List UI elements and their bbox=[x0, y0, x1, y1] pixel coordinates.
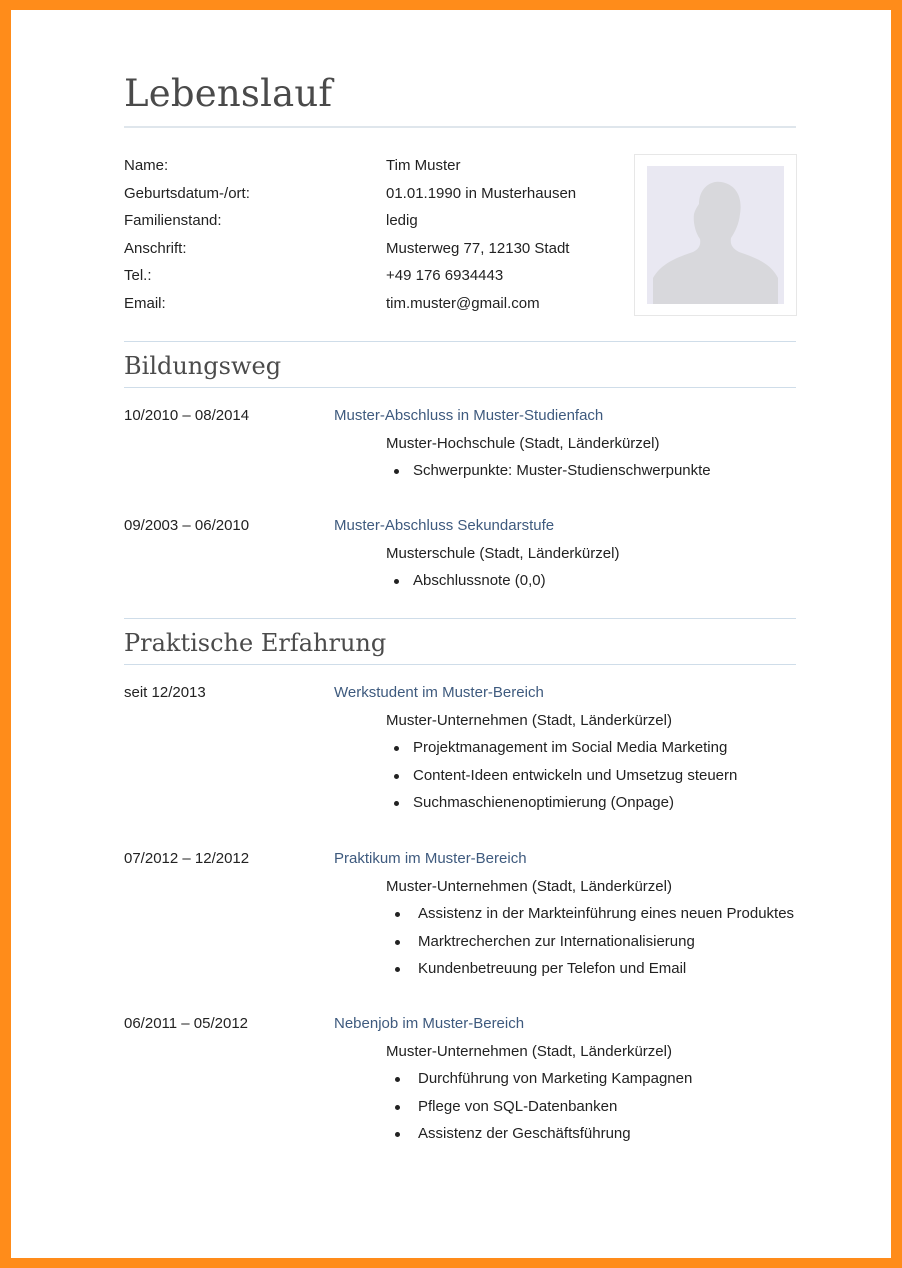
list-item-text: Durchführung von Marketing Kampagnen bbox=[418, 1070, 693, 1087]
entry-title: Praktikum im Muster-Bereich bbox=[334, 850, 527, 867]
info-row-address bbox=[124, 240, 604, 268]
list-item-text: Pflege von SQL-Datenbanken bbox=[418, 1097, 618, 1115]
list-item-text: Abschlussnote (0,0) bbox=[413, 572, 546, 589]
entry-date: 10/2010 – 08/2014 bbox=[124, 407, 250, 424]
section-divider bbox=[124, 664, 796, 665]
info-row-email bbox=[124, 295, 604, 323]
bullet-icon bbox=[394, 774, 399, 779]
resume-page bbox=[11, 10, 891, 1258]
bullet-icon bbox=[394, 469, 399, 474]
list-item-text: Schwerpunkte: Muster-Studienschwerpunkte bbox=[413, 462, 711, 479]
list-item-text: Suchmaschienenoptimierung (Onpage) bbox=[413, 794, 674, 812]
entry-organization: Musterschule (Stadt, Länderkürzel) bbox=[386, 545, 620, 562]
entry-date: 09/2003 – 06/2010 bbox=[124, 517, 250, 534]
section-divider bbox=[124, 387, 796, 388]
bullet-icon bbox=[394, 746, 399, 751]
entry-organization: Muster-Unternehmen (Stadt, Länderkürzel) bbox=[386, 1043, 672, 1060]
entry-organization: Muster-Hochschule (Stadt, Länderkürzel) bbox=[386, 435, 660, 452]
entry-date: 07/2012 – 12/2012 bbox=[124, 850, 250, 867]
info-label: Tel.: bbox=[124, 267, 152, 285]
person-silhouette-icon bbox=[647, 166, 784, 304]
list-item-text: Marktrecherchen zur Internationalisierung bbox=[418, 932, 695, 950]
section-divider bbox=[124, 341, 796, 342]
bullet-icon bbox=[395, 967, 400, 972]
list-item-text: Assistenz der Geschäftsführung bbox=[418, 1125, 631, 1143]
list-item-text: Projektmanagement im Social Media Marketing bbox=[413, 739, 728, 756]
section-title-experience: Praktische Erfahrung bbox=[124, 629, 387, 657]
entry-date: 06/2011 – 05/2012 bbox=[124, 1015, 249, 1032]
entry-title: Muster-Abschluss in Muster-Studienfach bbox=[334, 407, 604, 424]
info-label: Email: bbox=[124, 294, 166, 312]
entry-date: seit 12/2013 bbox=[124, 684, 206, 701]
bullet-icon bbox=[395, 1105, 400, 1110]
info-label: Anschrift: bbox=[124, 239, 187, 257]
info-row-family-status bbox=[124, 212, 604, 240]
info-value: +49 176 6934443 bbox=[386, 267, 504, 285]
bullet-icon bbox=[395, 1077, 400, 1082]
info-row-phone bbox=[124, 267, 604, 295]
entry-organization: Muster-Unternehmen (Stadt, Länderkürzel) bbox=[386, 712, 672, 729]
info-value: Tim Muster bbox=[386, 157, 461, 174]
page-title: Lebenslauf bbox=[124, 72, 333, 115]
entry-organization: Muster-Unternehmen (Stadt, Länderkürzel) bbox=[386, 878, 672, 895]
info-value: ledig bbox=[386, 212, 418, 230]
list-item-text: Kundenbetreuung per Telefon und Email bbox=[418, 960, 687, 978]
info-row-birth bbox=[124, 185, 604, 213]
info-value: tim.muster@gmail.com bbox=[386, 294, 540, 312]
personal-info bbox=[124, 157, 604, 323]
entry-title: Werkstudent im Muster-Bereich bbox=[334, 684, 544, 701]
list-item-text: Content-Ideen entwickeln und Umsetzug steuern bbox=[413, 766, 738, 784]
info-row-name bbox=[124, 157, 604, 185]
bullet-icon bbox=[395, 912, 400, 917]
info-value: 01.01.1990 in Musterhausen bbox=[386, 184, 577, 202]
bullet-icon bbox=[395, 940, 400, 945]
entry-title: Nebenjob im Muster-Bereich bbox=[334, 1015, 525, 1032]
list-item-text: Assistenz in der Markteinführung eines neuen Produktes bbox=[418, 905, 795, 922]
info-label: Familienstand: bbox=[124, 212, 222, 230]
section-divider bbox=[124, 618, 796, 619]
info-label: Name: bbox=[124, 157, 169, 174]
bullet-icon bbox=[394, 579, 399, 584]
bullet-icon bbox=[395, 1132, 400, 1137]
bullet-icon bbox=[394, 801, 399, 806]
info-label: Geburtsdatum-/ort: bbox=[124, 184, 250, 202]
entry-title: Muster-Abschluss Sekundarstufe bbox=[334, 517, 555, 534]
section-title-education: Bildungsweg bbox=[124, 352, 282, 380]
title-divider bbox=[124, 126, 796, 128]
profile-photo-frame bbox=[634, 154, 797, 316]
info-value: Musterweg 77, 12130 Stadt bbox=[386, 239, 570, 257]
